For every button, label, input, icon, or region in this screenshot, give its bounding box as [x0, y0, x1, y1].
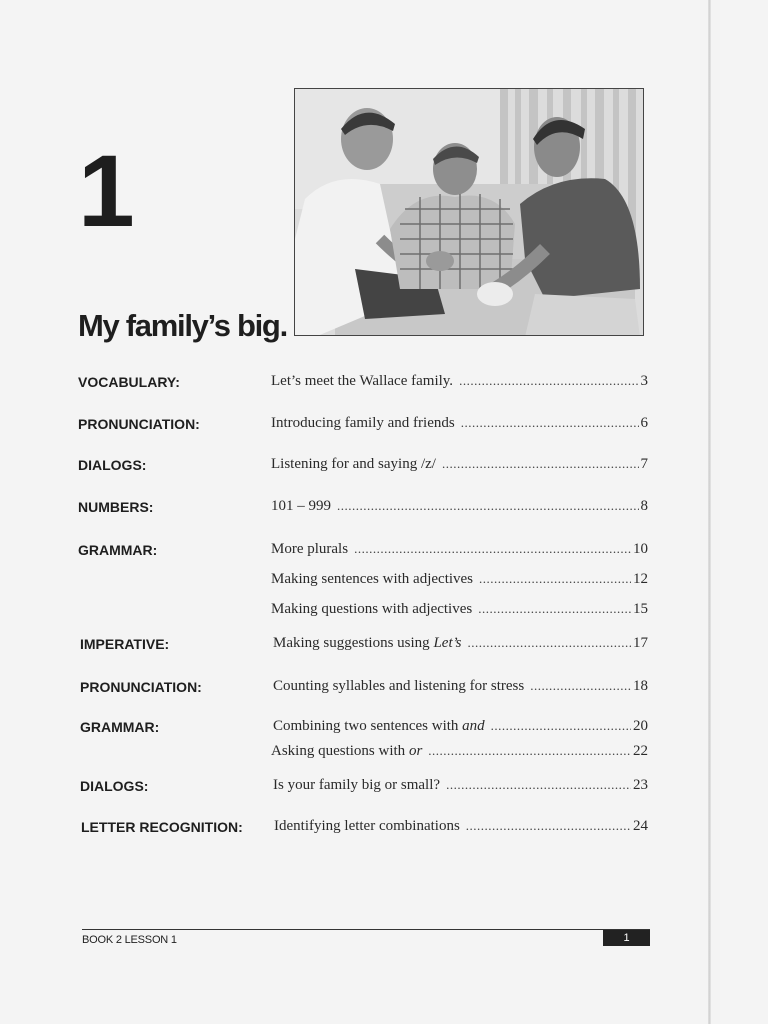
toc-entry-title [273, 716, 485, 736]
toc-entry-text: Making sentences with adjectives [271, 571, 474, 587]
lesson-photo [294, 88, 644, 336]
toc-entry-text: Making questions with adjectives [271, 601, 473, 617]
toc-entry-title [271, 371, 453, 391]
lesson-title: My family’s big. [78, 308, 287, 343]
toc-row [78, 816, 648, 838]
toc-page-number: 17 [633, 635, 648, 651]
toc-leader-dots [461, 413, 639, 433]
toc-page-number: 10 [633, 541, 648, 557]
toc-leader-dots [479, 569, 631, 589]
toc-page-number: 6 [640, 415, 648, 431]
toc-leader-dots [446, 775, 631, 795]
toc-leader-dots [337, 496, 639, 516]
toc-section-label: GRAMMAR: [80, 719, 160, 735]
toc-entry-text: Listening for and saying /z/ [271, 456, 436, 472]
toc-entry-text: Combining two sentences with [273, 718, 463, 734]
toc-leader-dots [466, 816, 631, 836]
toc-entry [271, 599, 648, 619]
toc-row [78, 633, 648, 655]
toc-leader-dots [491, 716, 631, 736]
toc-leader-dots [478, 599, 631, 619]
toc-page-number: 18 [633, 678, 648, 694]
toc-leader-dots [468, 633, 631, 653]
toc-entry-title [274, 816, 460, 836]
toc-entry [274, 816, 648, 836]
toc-section-label: LETTER RECOGNITION: [81, 819, 243, 835]
lesson-number: 1 [78, 134, 133, 248]
toc-row [78, 676, 648, 698]
toc-page-number: 23 [633, 777, 648, 793]
toc-entry [273, 633, 648, 653]
toc-section-label: PRONUNCIATION: [80, 679, 202, 695]
toc-section-label: GRAMMAR: [78, 542, 158, 558]
toc-entry [271, 413, 648, 433]
toc-page-number: 12 [633, 571, 648, 587]
toc-section-label: IMPERATIVE: [80, 636, 170, 652]
toc-entry-title [271, 569, 473, 589]
toc-entry-text: Making suggestions using [273, 635, 434, 651]
toc-entry-title [271, 741, 422, 761]
toc-entry-text: Is your family big or small? [273, 777, 441, 793]
toc-section-label: DIALOGS: [80, 778, 149, 794]
toc-entry [273, 716, 648, 736]
toc-section-label: VOCABULARY: [78, 374, 180, 390]
toc-page-number: 20 [633, 718, 648, 734]
toc-entry-title [273, 633, 462, 653]
toc-entry [271, 539, 648, 559]
toc-row [78, 539, 648, 561]
toc-entry-title [271, 454, 436, 474]
toc-entry [271, 371, 648, 391]
toc-leader-dots [459, 371, 638, 391]
toc-page-number: 15 [633, 601, 648, 617]
toc-entry-italic-term: Let’s [433, 635, 462, 651]
toc-entry-title [273, 775, 440, 795]
toc-entry [271, 454, 648, 474]
toc-row [78, 454, 648, 476]
toc-entry-italic-term: and [462, 718, 485, 734]
toc-entry-text: Identifying letter combinations [274, 818, 460, 834]
photo-three-men-talking-icon [295, 89, 644, 336]
toc-entry-text: Asking questions with [271, 743, 409, 759]
toc-entry-text: 101 – 999 [271, 498, 331, 514]
toc-entry [273, 676, 648, 696]
toc-entry-title [271, 599, 472, 619]
toc-row [78, 741, 648, 763]
toc-row [78, 716, 648, 738]
toc-entry-title [271, 413, 455, 433]
toc-page-number: 3 [640, 373, 648, 389]
toc-page-number: 8 [640, 498, 648, 514]
toc-leader-dots [428, 741, 631, 761]
toc-entry [271, 569, 648, 589]
toc-entry [273, 775, 648, 795]
toc-entry-text: Let’s meet the Wallace family. [271, 373, 454, 389]
toc-entry [271, 496, 648, 516]
toc-row [78, 413, 648, 435]
toc-row [78, 599, 648, 621]
toc-entry-text: Introducing family and friends [271, 415, 455, 431]
toc-entry-title [271, 496, 331, 516]
toc-leader-dots [530, 676, 631, 696]
toc-entry [271, 741, 648, 761]
toc-entry-title [271, 539, 348, 559]
toc-page-number: 24 [633, 818, 648, 834]
toc-leader-dots [354, 539, 631, 559]
toc-section-label: PRONUNCIATION: [78, 416, 200, 432]
toc-page-number: 7 [640, 456, 648, 472]
toc-entry-text: Counting syllables and listening for stress [273, 678, 525, 694]
page-edge-shadow [708, 0, 711, 1024]
toc-entry-italic-term: or [408, 743, 423, 759]
toc-leader-dots [442, 454, 639, 474]
toc-entry-title [273, 676, 524, 696]
footer-book-lesson: BOOK 2 LESSON 1 [82, 934, 177, 946]
footer-divider [82, 929, 650, 930]
toc-row [78, 775, 648, 797]
page-number-badge: 1 [603, 930, 650, 946]
toc-row [78, 496, 648, 518]
toc-entry-text: More plurals [271, 541, 349, 557]
toc-section-label: NUMBERS: [78, 499, 154, 515]
toc-row [78, 569, 648, 591]
toc-page-number: 22 [633, 743, 648, 759]
toc-section-label: DIALOGS: [78, 457, 147, 473]
toc-row [78, 371, 648, 393]
